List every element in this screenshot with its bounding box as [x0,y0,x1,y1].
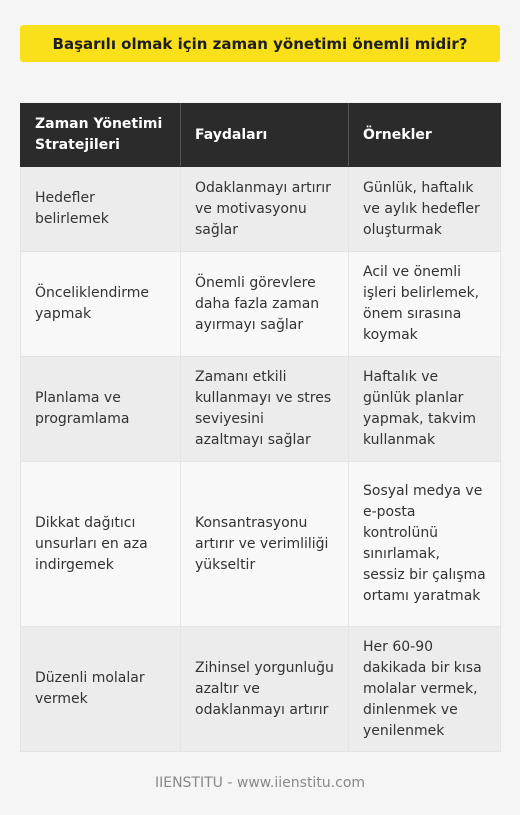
table-row [21,627,501,752]
table-row [21,252,501,357]
page-title: Başarılı olmak için zaman yönetimi önemli midir? [20,25,500,62]
example-cell: Acil ve önemli işleri belirlemek, önem sırasına koymak [349,252,501,357]
benefit-cell: Konsantrasyonu artırır ve verimliliği yükseltir [181,462,349,627]
header-benefits: Faydaları [181,104,349,167]
example-cell: Günlük, haftalık ve aylık hedefler oluşturmak [349,167,501,252]
benefit-cell: Zihinsel yorgunluğu azaltır ve odaklanmayı artırır [181,627,349,752]
strategy-cell: Önceliklendirme yapmak [21,252,181,357]
strategy-cell: Dikkat dağıtıcı unsurları en aza indirgemek [21,462,181,627]
example-cell: Sosyal medya ve e-posta kontrolünü sınırlamak, sessiz bir çalışma ortamı yaratmak [349,462,501,627]
benefit-cell: Odaklanmayı artırır ve motivasyonu sağlar [181,167,349,252]
strategy-cell: Hedefler belirlemek [21,167,181,252]
footer-source: IIENSTITU - www.iienstitu.com [154,775,366,791]
table-row [21,167,501,252]
strategy-table [20,103,501,752]
table-row [21,357,501,462]
table-header-row [21,104,501,167]
header-examples: Örnekler [349,104,501,167]
table-row [21,462,501,627]
strategy-cell: Düzenli molalar vermek [21,627,181,752]
benefit-cell: Önemli görevlere daha fazla zaman ayırmayı sağlar [181,252,349,357]
header-strategies: Zaman Yönetimi Stratejileri [21,104,181,167]
benefit-cell: Zamanı etkili kullanmayı ve stres seviyesini azaltmayı sağlar [181,357,349,462]
example-cell: Haftalık ve günlük planlar yapmak, takvim kullanmak [349,357,501,462]
example-cell: Her 60-90 dakikada bir kısa molalar vermek, dinlenmek ve yenilenmek [349,627,501,752]
strategy-cell: Planlama ve programlama [21,357,181,462]
